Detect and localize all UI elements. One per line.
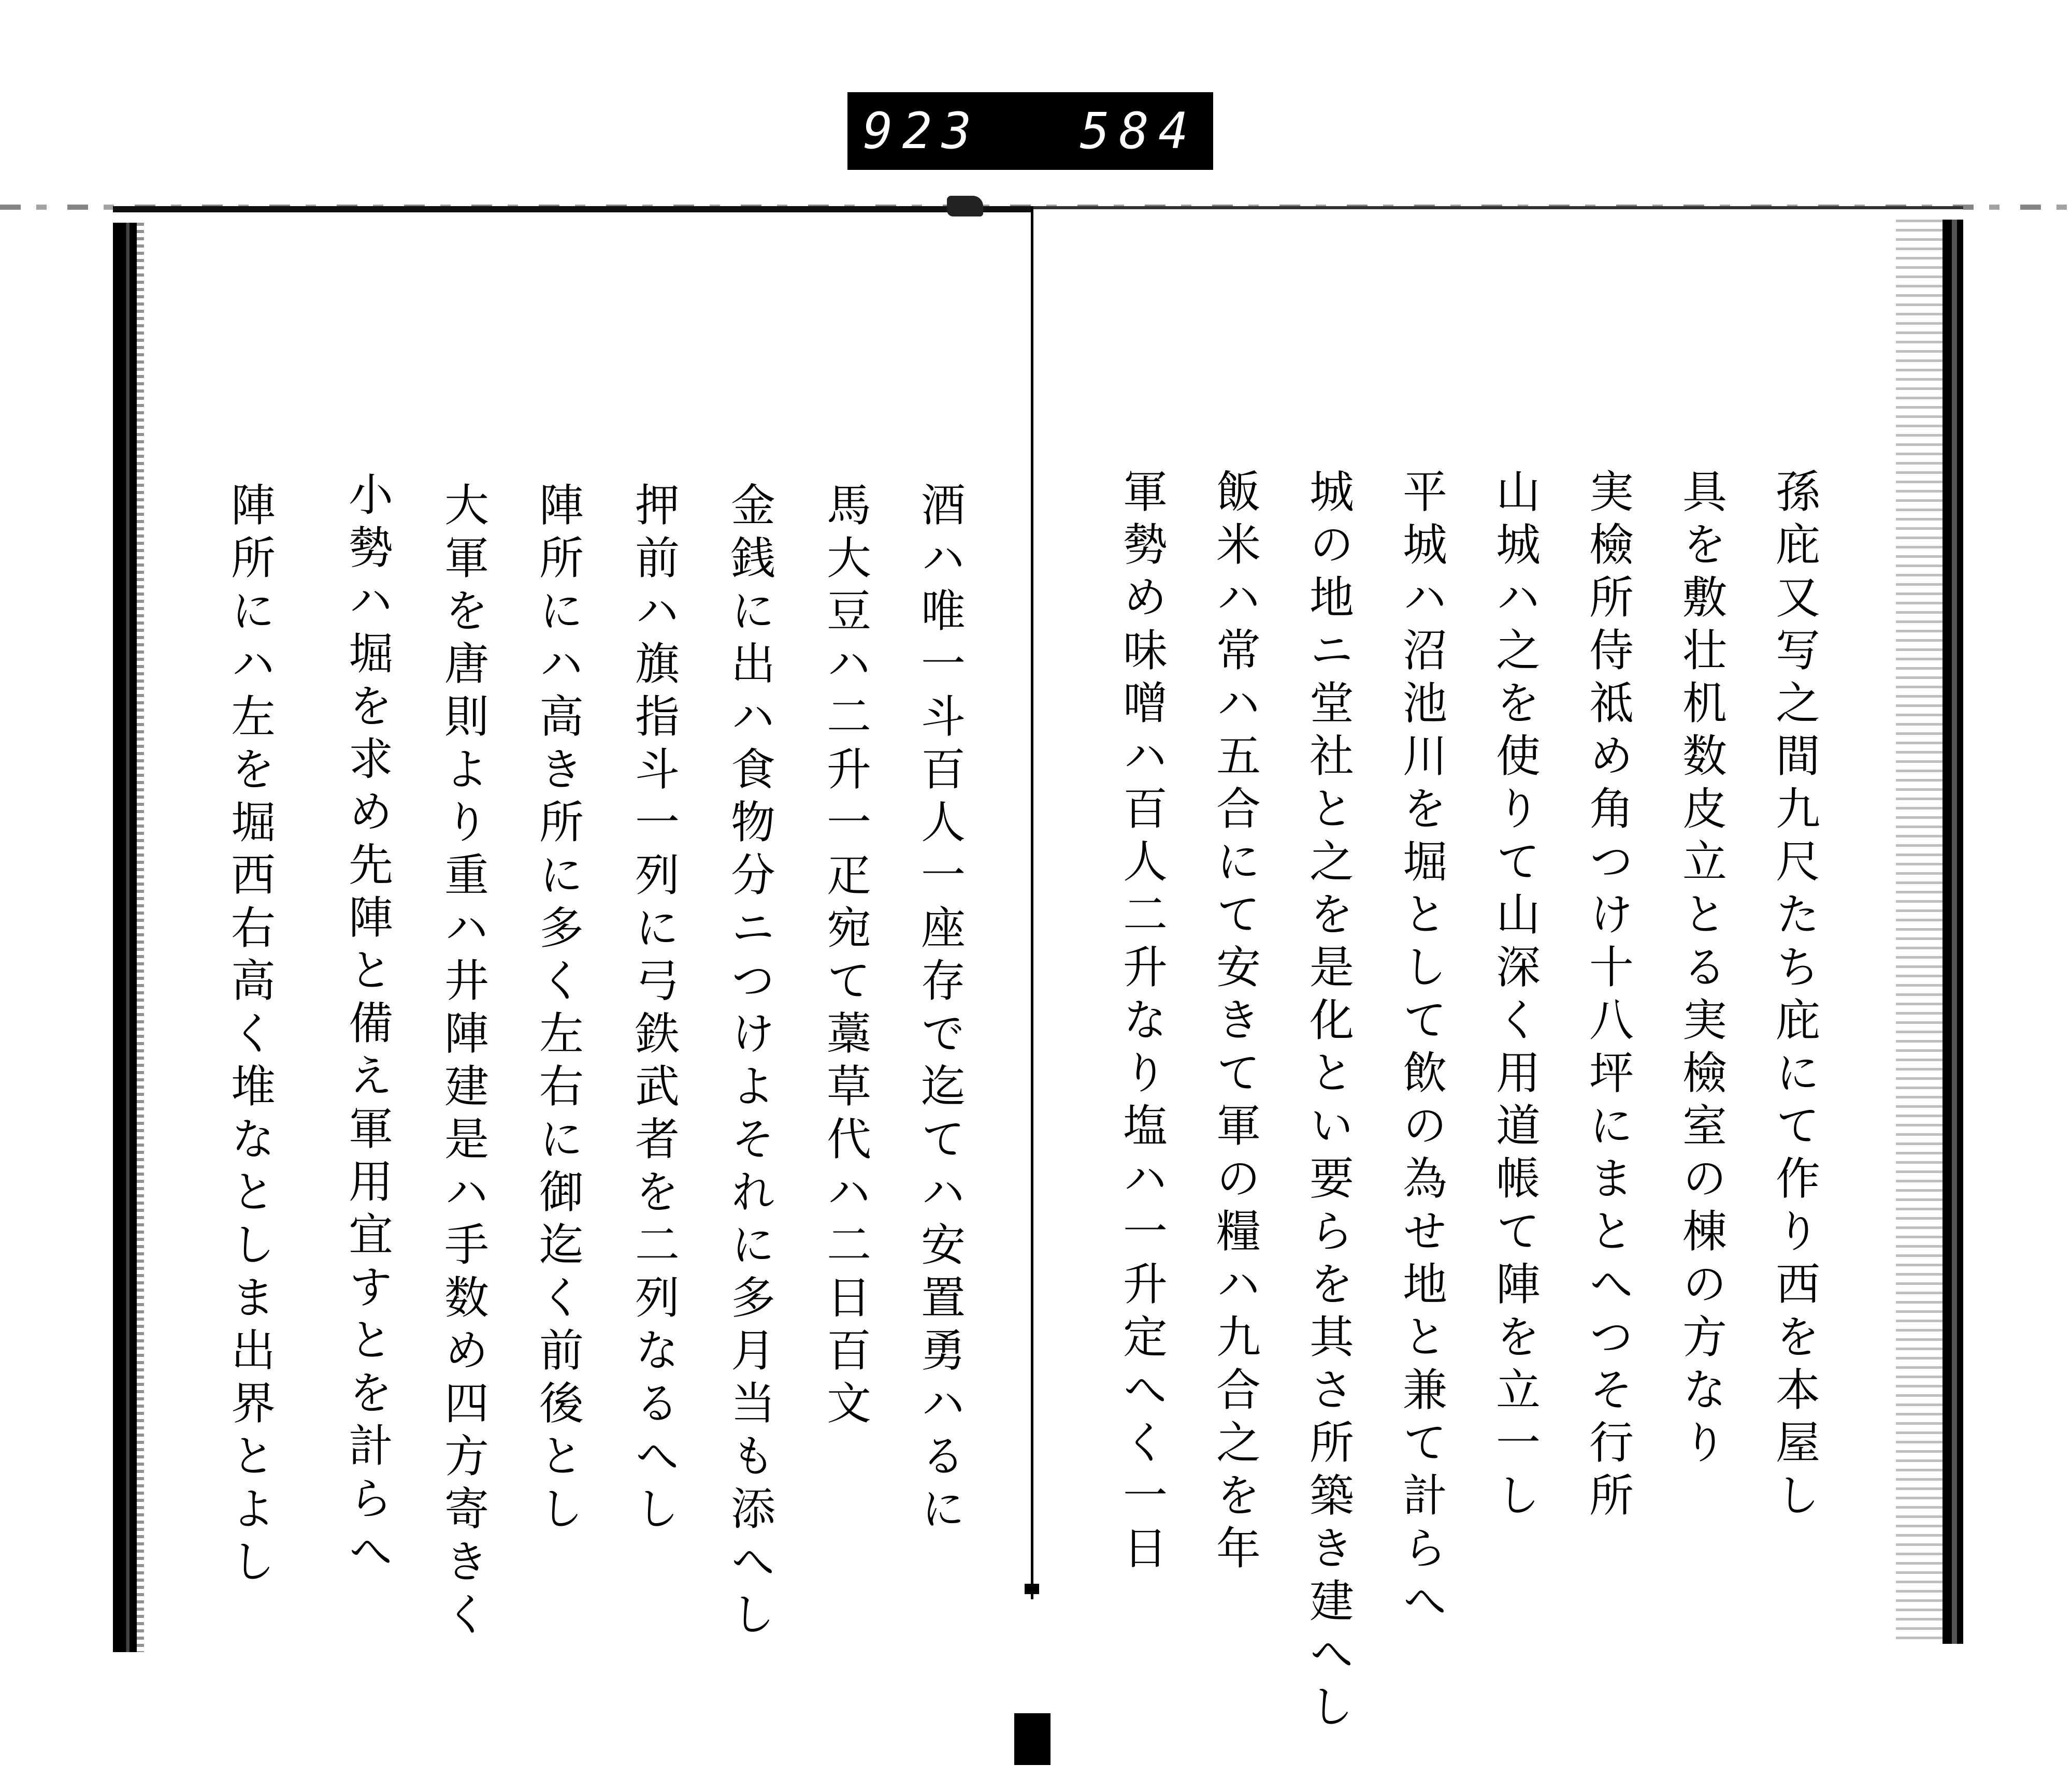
text-column: 押前ハ旗指斗一列に弓鉄武者を二列なるへし (627, 482, 679, 1538)
text-column: 小勢ハ堀を求め先陣と備え軍用宜すとを計らへ (341, 471, 393, 1581)
text-column: 大軍を唐則より重ハ井陣建是ハ手数め四方寄きく (437, 482, 488, 1644)
right-cover-edge (1942, 220, 1963, 1644)
text-column: 具を敷壮机数皮立とる実檢室の棟の方なり (1675, 468, 1726, 1472)
left-page (113, 206, 1031, 1656)
left-cover-edge (113, 223, 137, 1652)
text-column: 城の地ニ堂社と之を是化とい要らを其さ所築き建へし (1302, 468, 1354, 1736)
left-page-edges (137, 223, 144, 1652)
gutter-mark (1025, 1584, 1039, 1594)
frame-counter-label (847, 92, 1213, 170)
text-column: 陣所にハ高き所に多く左右に御迄く前後とし (531, 482, 583, 1538)
text-column: 陣所にハ左を堀西右高く堆なとしま出界とよし (223, 482, 275, 1591)
gutter-tab (1014, 1713, 1051, 1765)
text-column: 山城ハ之を使りて山深く用道帳て陣を立一し (1488, 468, 1540, 1525)
text-column: 孫庇又写之間九尺たち庇にて作り西を本屋し (1768, 468, 1820, 1525)
roll-number: 923 (863, 102, 981, 160)
right-page-edges (1896, 220, 1942, 1644)
open-book (113, 206, 1963, 1736)
right-page (1031, 206, 1963, 1736)
page-gutter (1031, 206, 1033, 1599)
text-column: 軍勢め味噌ハ百人二升なり塩ハ一升定へく一日 (1115, 468, 1167, 1578)
binding-clip (947, 196, 983, 216)
text-column: 実檢所侍祗め角つけ十八坪にまとへつそ行所 (1581, 468, 1633, 1525)
text-column: 酒ハ唯一斗百人一座存で迄てハ安置勇ハるに (913, 482, 965, 1538)
frame-number: 584 (1080, 102, 1198, 160)
text-column: 金銭に出ハ食物分ニつけよそれに多月当も添へし (723, 482, 775, 1644)
text-column: 馬大豆ハ二升一疋宛て藁草代ハ二日百文 (819, 482, 871, 1433)
text-column: 飯米ハ常ハ五合にて安きて軍の糧ハ九合之を年 (1208, 468, 1260, 1578)
text-column: 平城ハ沼池川を堀として飲の為せ地と兼て計らへ (1395, 468, 1447, 1630)
